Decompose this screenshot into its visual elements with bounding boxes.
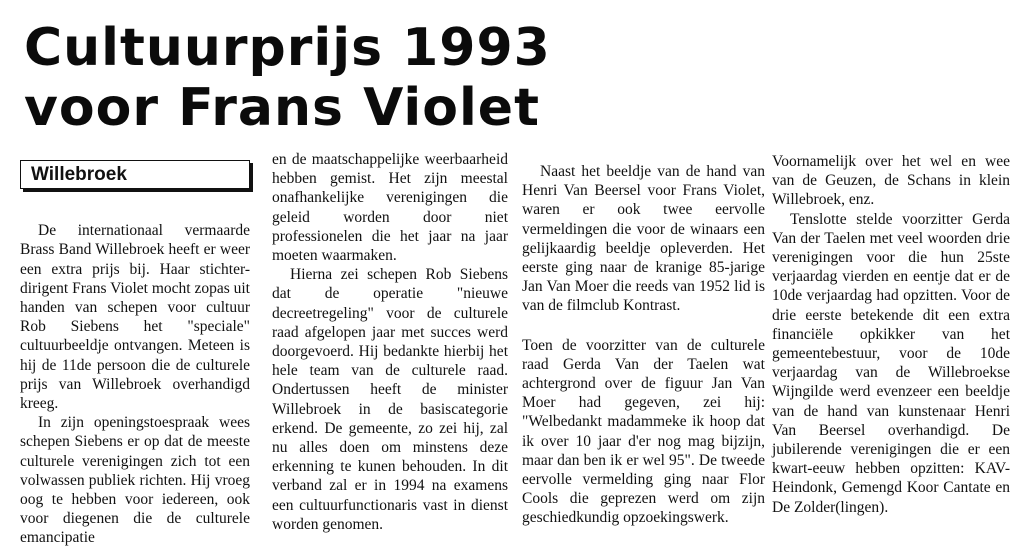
column-3-paragraph-1: Naast het beeldje van de hand van Henri Van Beersel voor Frans Violet, waren er ook twee eervolle vermeldingen die voor de winaars een gelijkaardig beeldje opleverden. Het eerste ging naar de kranige 85-jarige Jan Van Moer die reeds van 1952 lid is van de filmclub Kontrast. (522, 163, 765, 315)
headline-line-2: voor Frans Violet (24, 78, 540, 138)
article-column-1 (20, 152, 250, 548)
column-2-paragraph-2: Hierna zei schepen Rob Siebens dat de operatie "nieuwe decreetregeling" voor de culturele raad afgelopen jaar met succes werd doorgevoerd. Hij bedankte hierbij het hele team van de culturele raad. Ondertussen heeft de minister Willebroek in de basiscategorie erkend. De gemeente, zo zei hij, zal nu alles doen om minstens deze erkenning te kunen behouden. In dit verband zal er in 1994 na examens een cultuurfunctionaris vast in dienst worden genomen. (272, 266, 508, 533)
column-1-paragraph-1: De internationaal vermaarde Brass Band Willebroek heeft er weer een extra prijs bij. Haar stichter-dirigent Frans Violet mocht zopas uit handen van schepen voor cultuur Rob Siebens het "speciale" cultuurbeeldje ontvangen. Meteen is hij de 11de persoon die de culturele prijs van Willebroek overhandigd kreeg. (20, 222, 250, 413)
article-column-4 (772, 152, 1010, 517)
column-1-paragraph-2: In zijn openingstoespraak wees schepen Siebens er op dat de meeste culturele verenigingen zich tot een volwassen publiek richten. Hij vroeg oog te hebben voor iedereen, ook voor diegenen die de culturele emancipatie (20, 414, 250, 547)
article-column-3 (522, 162, 765, 528)
headline (24, 18, 1004, 138)
location-label: Willebroek (20, 160, 250, 189)
headline-line-1: Cultuurprijs 1993 (24, 18, 551, 78)
column-4-paragraph-2: Tenslotte stelde voorzitter Gerda Van der Taelen met veel woorden drie verenigingen voor die hun 25ste verjaardag vierden en eentje dat er de 10de verjaardag had opzitten. Voor de drie eerste betekende dit een extra financiële opkikker van het gemeentebestuur, voor de 10de verjaardag van de Willebroekse Wijngilde werd evenzeer een beeldje van de hand van kunstenaar Henri Van Beersel overhandigd. De jubilerende verenigingen die er een kwart-eeuw hebben opzitten: KAV-Heindonk, Gemengd Koor Cantate en De Zolder(lingen). (772, 210, 1010, 516)
column-3-paragraph-2: Toen de voorzitter van de culturele raad Gerda Van der Taelen wat achtergrond over de figuur Jan Van Moer had gegeven, zei hij: "Welbedankt madammeke ik hoop dat ik over 10 jaar d'er nog mag bijzijn, maar dan ben ik er wel 95". De tweede eervolle vermelding ging naar Flor Cools die geprezen werd om zijn geschiedkundig opzoekingswerk. (522, 336, 765, 527)
column-4-paragraph-1: Voornamelijk over het wel en wee van de Geuzen, de Schans in klein Willebroek, enz. (772, 153, 1010, 209)
column-2-paragraph-1: en de maatschappelijke weerbaarheid hebben gemist. Het zijn meestal onafhankelijke verenigingen die geleid worden door niet professionelen die het jaar na jaar moeten waarmaken. (272, 151, 508, 265)
article-column-2 (272, 150, 508, 534)
